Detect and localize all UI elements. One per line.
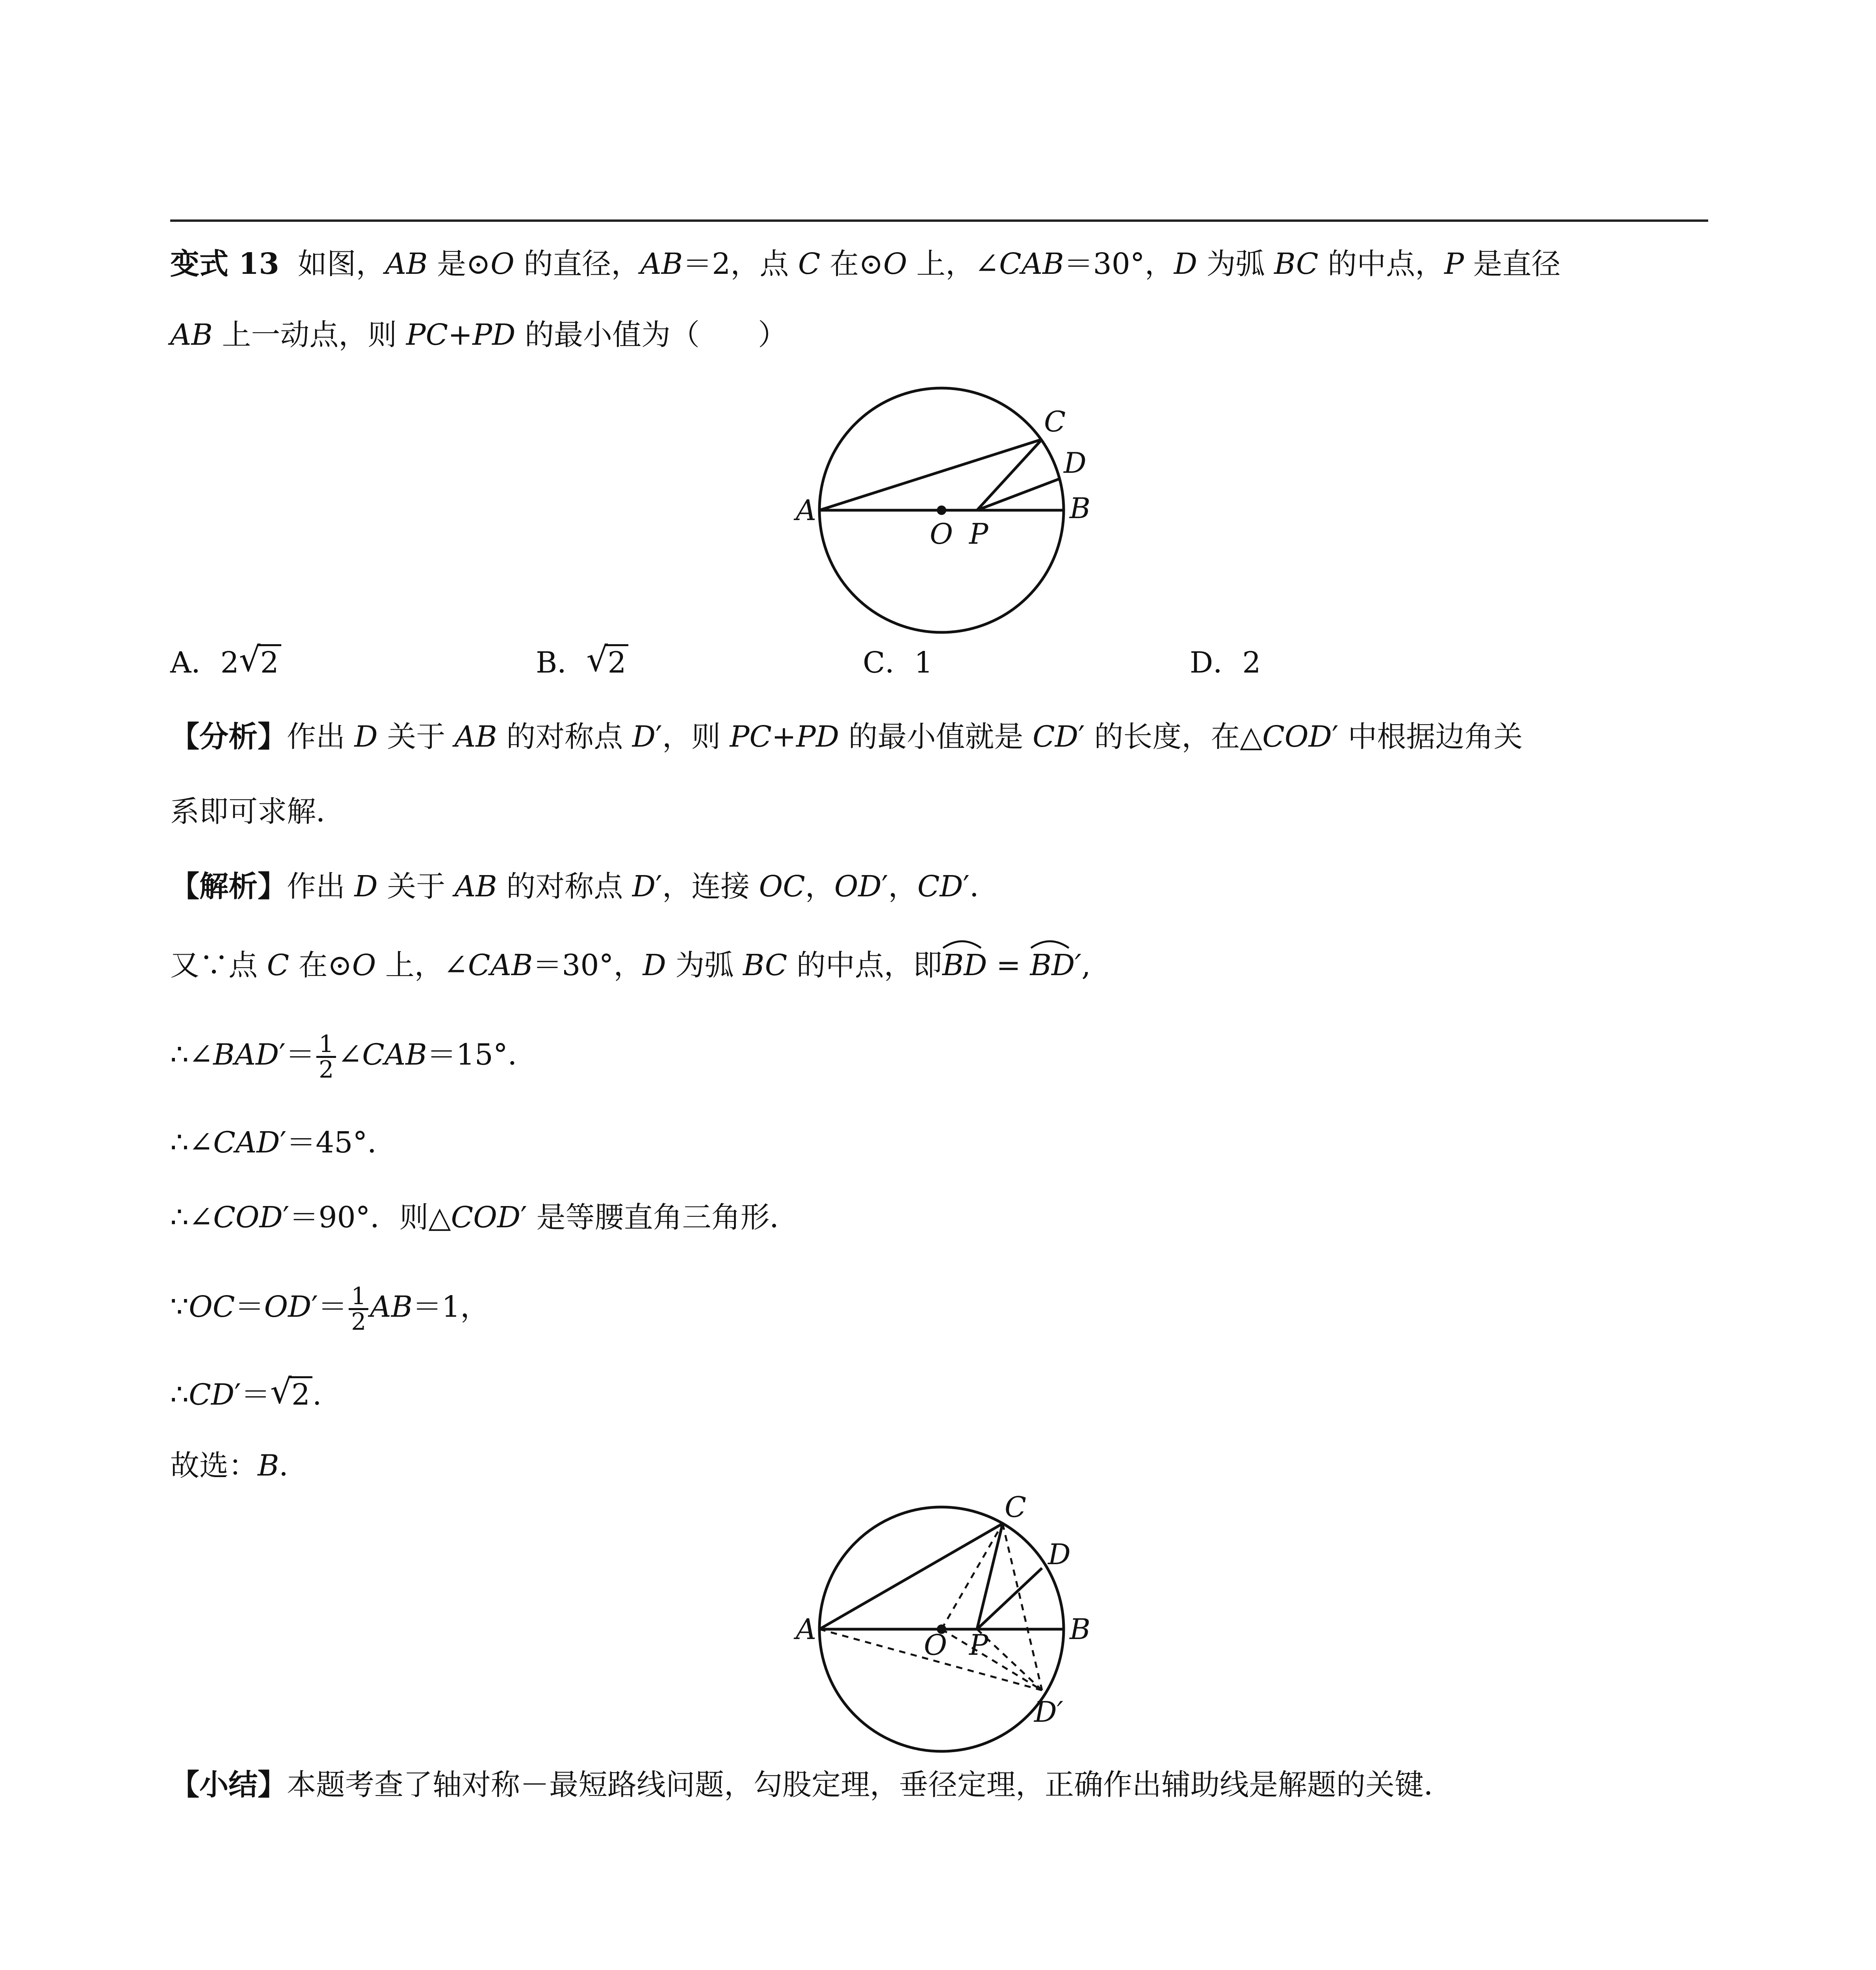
solution-line-4: ∴∠CAD′＝45°． — [170, 1126, 397, 1160]
label-b: B — [1070, 492, 1090, 525]
option-d: D．2 — [1190, 646, 1261, 680]
segment-pc-2 — [977, 1524, 1003, 1629]
summary-line: 【小结】本题考查了轴对称－最短路线问题，勾股定理，垂径定理，正确作出辅助线是解题的关键． — [170, 1768, 1453, 1802]
label-a: A — [796, 494, 816, 527]
label-d: D — [1064, 446, 1087, 479]
label-c-2: C — [1005, 1493, 1027, 1524]
chord-ac-2 — [819, 1524, 1003, 1629]
solution-line-5: ∴∠COD′＝90°．则△COD′ 是等腰直角三角形． — [170, 1201, 799, 1234]
solution-line-8: 故选：B． — [170, 1449, 308, 1483]
figure-2 — [788, 1493, 1103, 1765]
option-c: C．1 — [863, 646, 933, 680]
point-o — [937, 506, 946, 515]
figure-1 — [788, 378, 1095, 638]
segment-pd-2 — [977, 1568, 1042, 1629]
solution-line-6: ∵OC＝OD′＝ $\frac{1}{2}$ AB＝1， — [170, 1282, 490, 1336]
solution-line-1: 【解析】作出 D 关于 AB 的对称点 D′，连接 OC，OD′，CD′． — [170, 870, 999, 903]
analysis-line-1: 【分析】作出 D 关于 AB 的对称点 D′，则 PC+PD 的最小值就是 CD′ 的长度，在△COD′ 中根据边角关 — [170, 720, 1523, 754]
label-c: C — [1044, 405, 1066, 438]
solution-line-7: ∴CD′＝ √ 2. — [170, 1372, 322, 1412]
segment-pd — [977, 479, 1060, 510]
label-o: O — [930, 517, 953, 550]
dashed-cdp — [1003, 1524, 1042, 1690]
label-p: P — [969, 517, 988, 550]
label-o-2: O — [924, 1628, 947, 1661]
header-rule — [170, 219, 1708, 222]
option-b: B． √ 2 — [536, 643, 628, 682]
label-dprime-2: D′ — [1034, 1695, 1064, 1728]
analysis-line-2: 系即可求解． — [170, 795, 345, 829]
label-a-2: A — [796, 1613, 816, 1646]
label-p-2: P — [969, 1628, 988, 1661]
option-a: A．2 √ 2 — [170, 643, 281, 682]
question-label: 变式 13 — [170, 247, 279, 281]
dashed-odp — [942, 1629, 1042, 1690]
solution-line-3: ∴∠BAD′＝ $\frac{1}{2}$ ∠CAB＝15°． — [170, 1030, 537, 1084]
label-b-2: B — [1070, 1613, 1090, 1646]
question-line-1: 变式 13 如图，AB 是⊙O 的直径，AB＝2，点 C 在⊙O 上，∠CAB＝30°，D 为弧 BC 的中点，P 是直径 — [170, 247, 1561, 281]
solution-line-2: 又∵点 C 在⊙O 上，∠CAB＝30°，D 为弧 BC 的中点，即BD = BD′ , — [170, 946, 1091, 985]
question-line-2: AB 上一动点，则 PC+PD 的最小值为（ ） — [170, 318, 787, 352]
label-d-2: D — [1048, 1538, 1071, 1571]
